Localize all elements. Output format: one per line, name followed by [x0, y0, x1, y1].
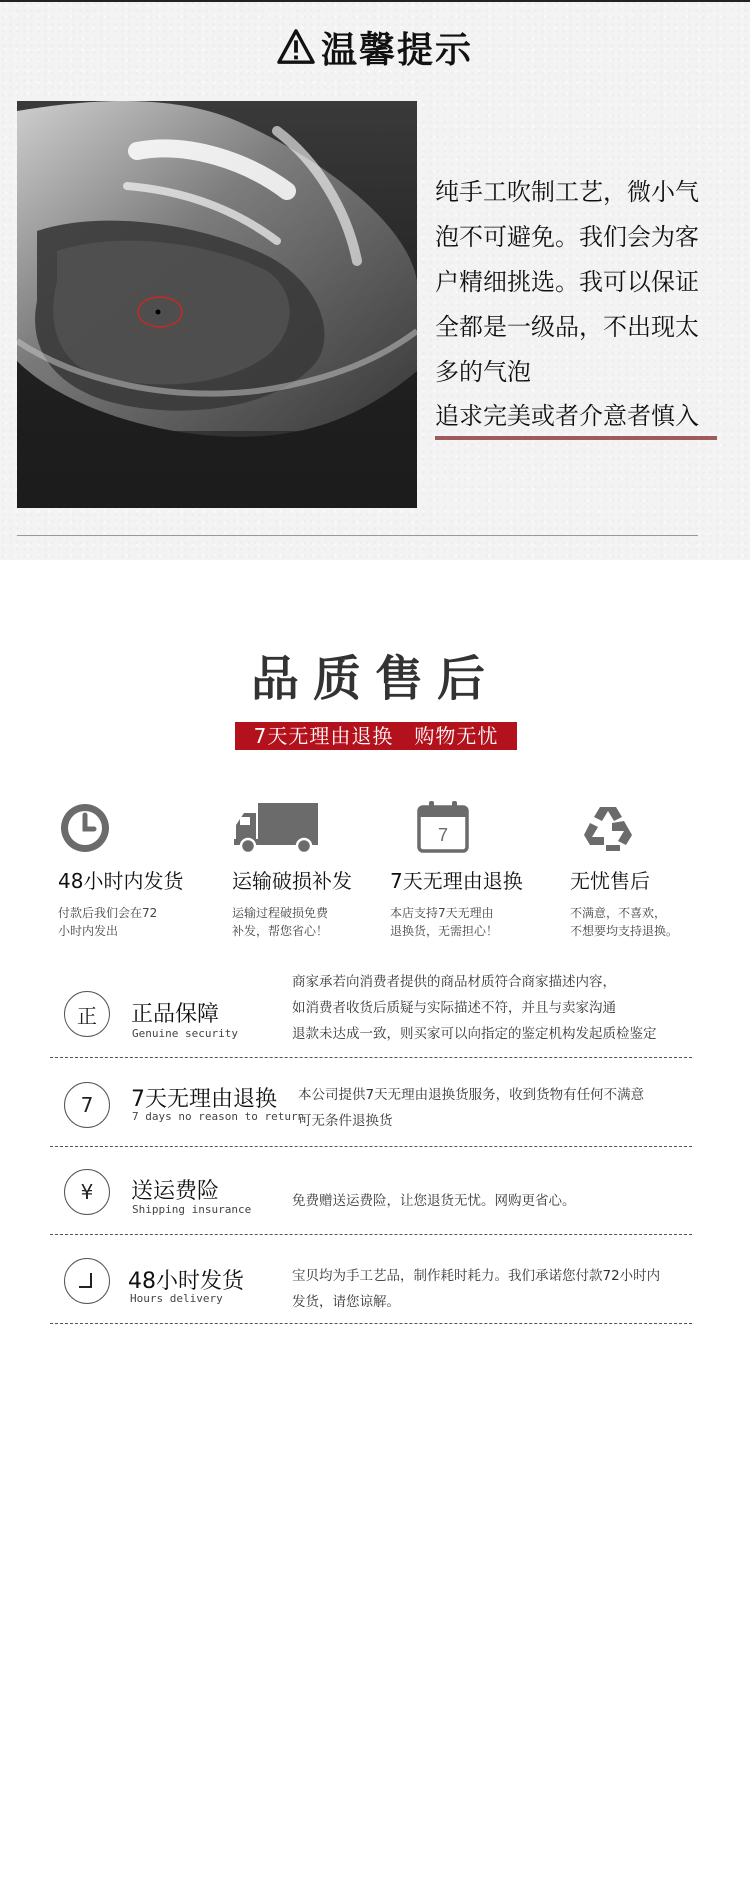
- feature-desc-line: 退换货，无需担心！: [390, 924, 499, 938]
- guarantee-desc: [292, 969, 657, 1047]
- guarantee-desc: [298, 1082, 644, 1134]
- dashed-divider: [50, 1234, 692, 1235]
- guarantee-row-genuine: [50, 975, 692, 1065]
- top-divider: [0, 0, 750, 2]
- notice-line: 户精细挑选。我可以保证: [435, 268, 699, 296]
- calendar-badge: 7: [437, 825, 449, 845]
- guarantee-subtitle: Genuine security: [132, 1027, 238, 1040]
- feature-desc: [232, 904, 402, 940]
- guarantee-subtitle: Shipping insurance: [132, 1203, 252, 1216]
- guarantee-desc-line: 退款未达成一致，则买家可以向指定的鉴定机构发起质检鉴定: [292, 1026, 657, 1042]
- guarantee-row-shipping: [50, 1160, 692, 1250]
- glass-bubble-photo: [17, 101, 417, 508]
- seven-day-icon: 7: [64, 1082, 110, 1128]
- dashed-divider: [50, 1323, 692, 1324]
- yen-icon: ¥: [64, 1169, 110, 1215]
- feature-desc: [58, 904, 228, 940]
- notice-line: 纯手工吹制工艺，微小气: [435, 178, 699, 206]
- quality-title: 品质售后: [250, 651, 499, 707]
- guarantee-desc: [292, 1188, 576, 1214]
- notice-line: 泡不可避免。我们会为客: [435, 223, 699, 251]
- guarantee-subtitle: Hours delivery: [130, 1292, 223, 1305]
- dashed-divider: [50, 1146, 692, 1147]
- feature-worry-free: [570, 795, 740, 940]
- guarantee-row-7day: [50, 1070, 692, 1160]
- notice-line: 全都是一级品，不出现太: [435, 313, 699, 341]
- guarantee-desc-line: 如消费者收货后质疑与实际描述不符，并且与卖家沟通: [292, 1000, 616, 1016]
- feature-desc: [390, 904, 560, 940]
- guarantee-desc-line: 可无条件退换货: [298, 1113, 393, 1129]
- guarantee-desc-line: 本公司提供7天无理由退换货服务，收到货物有任何不满意: [298, 1087, 645, 1103]
- notice-paragraph: [435, 170, 725, 395]
- truck-icon: [232, 799, 320, 855]
- return-banner: 7天无理由退换 购物无忧: [235, 722, 517, 750]
- guarantee-row-48h: [50, 1250, 692, 1330]
- corner-bracket-icon: [64, 1258, 110, 1304]
- guarantee-title: 正品保障: [131, 1002, 220, 1027]
- feature-title: 运输破损补发: [232, 869, 352, 893]
- dashed-divider: [50, 1057, 692, 1058]
- feature-damage-reship: [232, 795, 402, 940]
- feature-desc: [570, 904, 740, 940]
- notice-title: 温馨提示: [320, 29, 473, 71]
- notice-divider: [17, 535, 698, 536]
- feature-desc-line: 本店支持7天无理由: [390, 906, 494, 920]
- notice-heading: [0, 22, 750, 72]
- recycle-icon: [580, 801, 636, 855]
- feature-desc-line: 小时内发出: [58, 924, 119, 938]
- guarantee-title: 送运费险: [131, 1179, 220, 1204]
- guarantee-title: 48小时发货: [128, 1269, 244, 1294]
- guarantee-desc-line: 发货，请您谅解。: [292, 1294, 400, 1310]
- guarantee-desc-line: 商家承若向消费者提供的商品材质符合商家描述内容，: [292, 974, 616, 990]
- feature-desc-line: 补发，帮您省心！: [232, 924, 329, 938]
- guarantee-subtitle: 7 days no reason to return: [132, 1110, 305, 1123]
- calendar-icon: [415, 799, 471, 855]
- guarantee-desc-line: 免费赠送运费险，让您退货无忧。网购更省心。: [292, 1193, 576, 1209]
- feature-desc-line: 运输过程破损免费: [232, 906, 329, 920]
- notice-line: 多的气泡: [435, 358, 531, 386]
- notice-section: [0, 0, 750, 560]
- feature-title: 48小时内发货: [58, 869, 184, 893]
- feature-7day-return: [390, 795, 560, 940]
- feature-title: 7天无理由退换: [390, 869, 523, 893]
- clock-icon: [58, 801, 112, 855]
- warning-icon: [277, 28, 315, 66]
- guarantee-title: 7天无理由退换: [131, 1087, 277, 1112]
- guarantee-desc-line: 宝贝均为手工艺品，制作耗时耗力。我们承诺您付款72小时内: [292, 1268, 661, 1284]
- feature-desc-line: 付款后我们会在72: [58, 906, 158, 920]
- guarantee-desc: [292, 1263, 660, 1315]
- genuine-shield-icon: 正: [64, 991, 110, 1037]
- feature-title: 无忧售后: [570, 869, 650, 893]
- feature-48h-delivery: [58, 795, 228, 940]
- feature-desc-line: 不想要均支持退换。: [570, 924, 679, 938]
- notice-emphasis: 追求完美或者介意者慎入: [435, 396, 717, 440]
- feature-desc-line: 不满意，不喜欢，: [570, 906, 667, 920]
